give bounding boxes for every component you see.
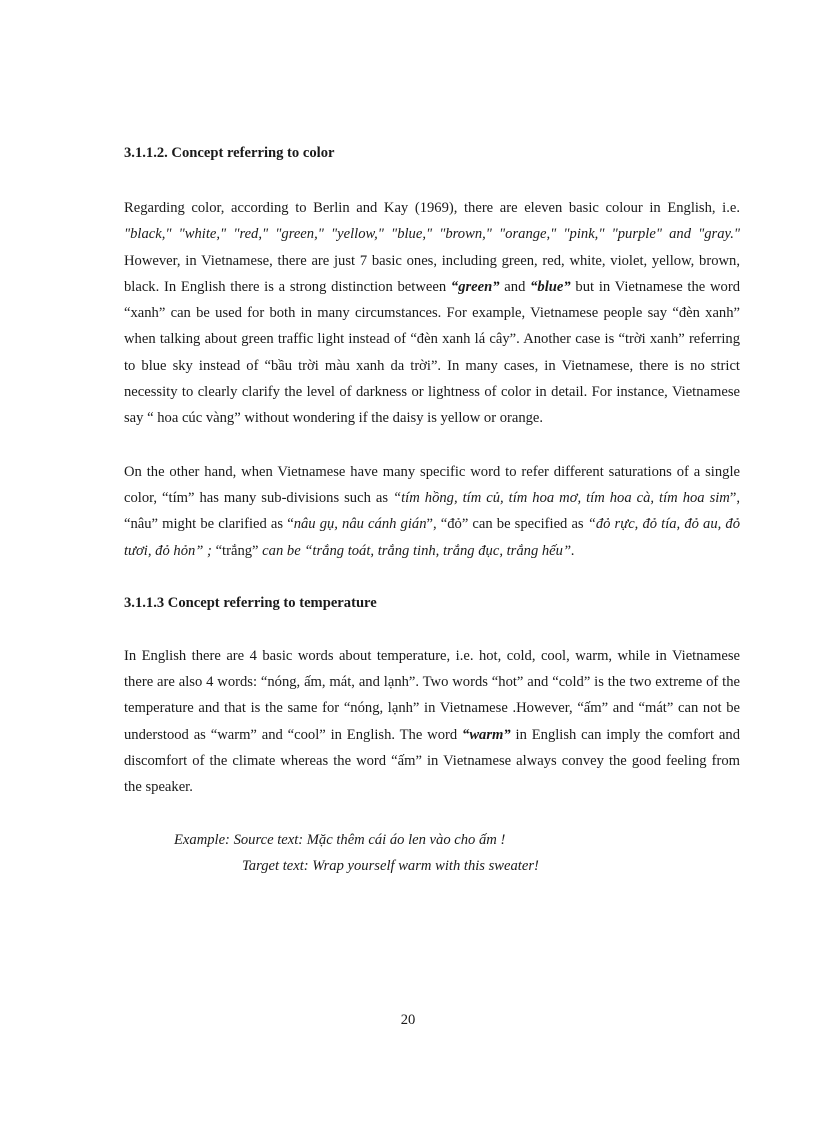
text-run: and	[499, 278, 531, 295]
example-block	[124, 827, 740, 879]
term-green: “green”	[450, 278, 500, 295]
page-number: 20	[400, 1012, 416, 1028]
term-blue: “blue”	[530, 278, 571, 295]
document-page	[124, 140, 740, 879]
text-run: Regarding color, according to Berlin and Kay (1969), there are eleven basic colour in English, i.e.	[124, 200, 740, 216]
text-run: but in Vietnamese the word “xanh” can be used for both in many circumstances. For example, Vietnamese people say “đèn xanh” when talking about green traffic light instead of “đèn xanh lá cây”. Another case is “trời xanh” referring to blue sky instead of “bầu trời màu xanh da trời”. In many cases, in Vietnamese, there is no strict necessity to clearly clarify the level of darkness or lightness of color in detail. For instance, Vietnamese say “ hoa cúc vàng” without wondering if the daisy is yellow or orange.	[124, 278, 741, 427]
paragraph-color-basic	[124, 195, 740, 432]
paragraph-color-saturation	[124, 459, 740, 564]
example-target-text: Target text: Wrap yourself warm with this sweater!	[242, 857, 539, 874]
text-run: On the other hand, when Vietnamese have many specific word to refer different saturations of a single color, “tím” has many sub-divisions such as	[124, 463, 740, 506]
section-heading-temperature: 3.1.1.3 Concept referring to temperature	[124, 594, 377, 611]
text-run: ”, “nâu” might be clarified as “	[124, 489, 740, 533]
term-tim-list: “tím hồng, tím củ, tím hoa mơ, tím hoa cà, tím hoa sim	[393, 489, 730, 506]
paragraph-temperature	[124, 643, 740, 801]
text-run: in English can imply the comfort and discomfort of the climate whereas the word “ấm” in Vietnamese always convey the good feeling from the speaker.	[124, 726, 740, 796]
text-run: However, in Vietnamese, there are just 7 basic ones, including green, red, white, violet, yellow, brown, black. In English there is a strong distinction between	[124, 252, 740, 295]
section-heading-color: 3.1.1.2. Concept referring to color	[124, 145, 335, 161]
term-trang-list: can be “trắng toát, trắng tinh, trắng đục, trắng hếu”.	[262, 542, 575, 559]
text-run: “trắng”	[211, 542, 263, 559]
english-colors-list: "black," "white," "red," "green," "yellow," "blue," "brown," "orange," "pink," "purple" and "gray."	[124, 226, 740, 243]
term-do-list: “đỏ rực, đỏ tía, đỏ au, đỏ tươi, đỏ hỏn” ;	[124, 516, 740, 559]
term-warm: “warm”	[462, 726, 511, 743]
example-source-text: Example: Source text: Mặc thêm cái áo len vào cho ấm !	[174, 831, 506, 848]
text-run: ”, “đỏ” can be specified as	[426, 516, 588, 533]
text-run: In English there are 4 basic words about temperature, i.e. hot, cold, cool, warm, while in Vietnamese there are also 4 words: “nóng, ấm, mát, and lạnh”. Two words “hot” and “cold” is the two extreme of the temperature and that is the same for “nóng, lạnh” in Vietnamese .However, “ấm” and “mát” can not be understood as “warm” and “cool” in English. The word	[124, 647, 740, 743]
term-nau-list: nâu gụ, nâu cánh gián	[293, 516, 427, 533]
